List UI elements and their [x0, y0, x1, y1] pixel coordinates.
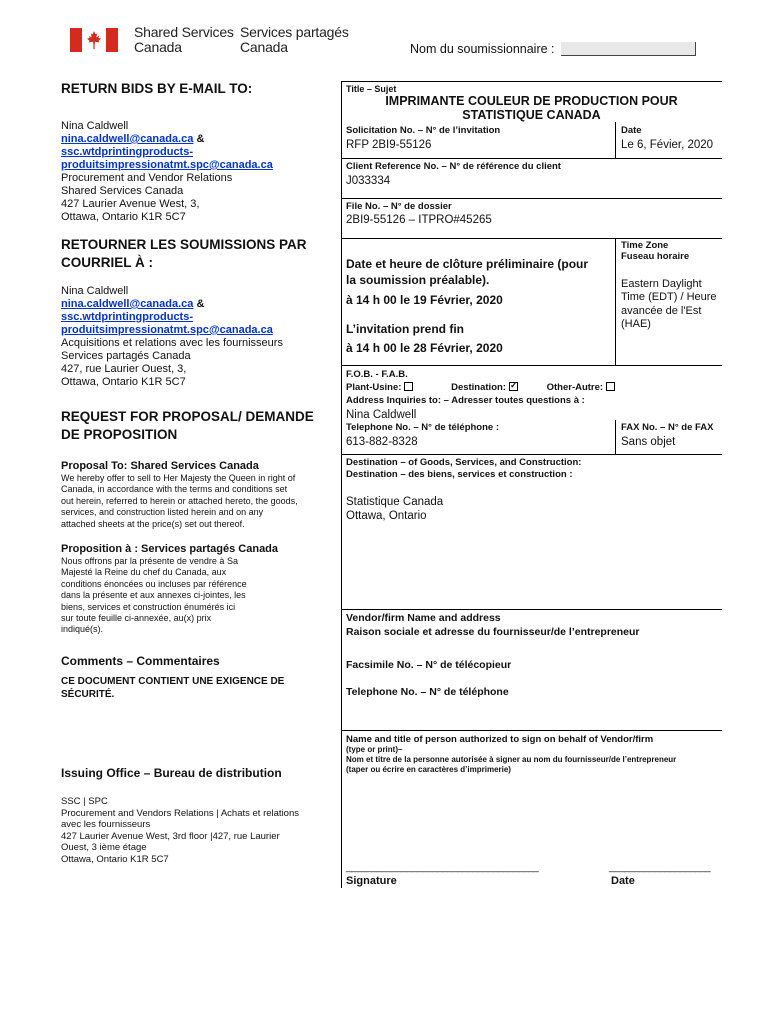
proposal-text-line: dans la présente et aux annexes ci-jointes, les: [61, 590, 246, 601]
signature-date-label: Date: [611, 875, 635, 887]
proposal-text-line: out herein, referred to herein or attached hereto, the goods,: [61, 495, 298, 506]
proposal-text-line: Canada, in accordance with the terms and conditions set: [61, 484, 288, 495]
email-link[interactable]: ssc.wtdprintingproducts-: [61, 146, 193, 158]
proposal-text-line: attached sheets at the price(s) set out thereof.: [61, 518, 245, 529]
title-label: Title – Sujet: [346, 84, 397, 94]
email-link[interactable]: nina.caldwell@canada.ca: [61, 133, 194, 145]
facsimile-label: Facsimile No. – N° de télécopieur: [346, 659, 512, 671]
timezone-line: Time (EDT) / Heure: [621, 291, 717, 304]
auth-name-label: Name and title of person authorized to sign on behalf of Vendor/firm: [346, 734, 654, 745]
signature-line: ______________________________________: [346, 862, 539, 873]
plant-checkbox[interactable]: [404, 382, 413, 391]
proposal-text-line: We hereby offer to sell to Her Majesty the Queen in right of: [61, 473, 296, 483]
other-checkbox[interactable]: [606, 382, 615, 391]
proposal-text-en: [61, 473, 298, 530]
return-fr-address: Nina Caldwell nina.caldwell@canada.ca & ssc.wtdprintingproducts- produitsimpressionatmt.spc@canada.ca Acquisitions et relations avec les fournisseurs Services partagés Canada 427, rue Laurier Ouest, 3, Ottawa, Ontario K1R 5C7: [61, 285, 283, 388]
form-divider: [341, 609, 722, 610]
file-no-label: File No. – N° de dossier: [346, 201, 452, 212]
proposal-text-line: sur toute feuille ci-annexée, au(x) prix: [61, 613, 212, 624]
date-value: Le 6, Févier, 2020: [621, 139, 714, 151]
security-notice: CE DOCUMENT CONTIENT UNE EXIGENCE DE SÉCURITÉ.: [61, 676, 285, 700]
issuing-address-line: SSC | SPC: [61, 796, 108, 807]
proposal-text-line: services, and construction listed herein and on any: [61, 507, 264, 518]
email-link[interactable]: produitsimpressionatmt.spc@canada.ca: [61, 324, 273, 336]
solicitation-label: Solicitation No. – N° de l’invitation: [346, 125, 501, 136]
issuing-address-line: Ottawa, Ontario K1R 5C7: [61, 853, 169, 865]
return-fr-heading: RETOURNER LES SOUMISSIONS PAR COURRIEL À :: [61, 237, 307, 270]
email-link[interactable]: ssc.wtdprintingproducts-: [61, 311, 193, 323]
title-value: IMPRIMANTE COULEUR DE PRODUCTION POUR STATISTIQUE CANADA: [385, 94, 678, 122]
proposal-text-line: conditions énoncées ou incluses par référence: [61, 578, 247, 589]
canada-flag-logo: [70, 28, 118, 52]
issuing-address-line: 427 Laurier Avenue West, 3rd floor |427, rue Laurier: [61, 830, 280, 842]
auth-name-sublabel: (type or print)– Nom et titre de la personne autorisée à signer au nom du fournisseur/de l’entrepreneur (taper ou écrire en caractères d’imprimerie): [346, 745, 677, 774]
form-border-left: [341, 81, 342, 888]
timezone-label: Time Zone Fuseau horaire: [621, 240, 690, 262]
bidder-name-field[interactable]: [561, 42, 696, 56]
email-link[interactable]: nina.caldwell@canada.ca: [61, 298, 194, 310]
client-ref-label: Client Reference No. – N° de référence du client: [346, 161, 561, 172]
form-divider: [341, 730, 722, 731]
comments-heading: Comments – Commentaires: [61, 654, 220, 668]
form-divider: [341, 158, 722, 159]
bidder-name-label: Nom du soumissionnaire :: [410, 42, 555, 56]
timezone-line: avancée de l'Est: [621, 304, 702, 317]
date-label: Date: [621, 125, 642, 136]
issuing-office-address: [61, 796, 299, 866]
fob-options: Plant-Usine: Destination:✓ Other-Autre:: [346, 382, 615, 394]
timezone-line: Eastern Daylight: [621, 278, 702, 290]
org-name-en: Shared Services Canada: [134, 24, 234, 55]
timezone-value: [621, 278, 717, 331]
proposal-text-fr: [61, 556, 247, 636]
invitation-ends: L’invitation prend fin à 14 h 00 le 28 Février, 2020: [346, 322, 503, 355]
org-name-fr: Services partagés Canada: [240, 24, 349, 55]
fob-label: F.O.B. - F.A.B.: [346, 369, 408, 380]
proposal-text-line: indiqué(s).: [61, 624, 104, 635]
proposal-text-line: biens, services et construction énumérés ici: [61, 601, 236, 612]
form-divider: [341, 365, 722, 366]
proposal-to-en: Proposal To: Shared Services Canada: [61, 460, 259, 472]
email-link[interactable]: produitsimpressionatmt.spc@canada.ca: [61, 159, 273, 171]
rfp-heading: REQUEST FOR PROPOSAL/ DEMANDE DE PROPOSITION: [61, 409, 314, 442]
client-ref-value: J033334: [346, 175, 391, 187]
maple-leaf-icon: [87, 31, 101, 49]
destination-checkbox[interactable]: [509, 382, 518, 391]
proposal-text-line: Majesté la Reine du chef du Canada, aux: [61, 567, 227, 578]
signature-label: Signature: [346, 875, 397, 887]
issuing-office-heading: Issuing Office – Bureau de distribution: [61, 766, 282, 780]
form-divider: [341, 198, 722, 199]
fax-value: Sans objet: [621, 436, 676, 448]
closing-date: Date et heure de clôture préliminaire (pour la soumission préalable). à 14 h 00 le 19 Février, 2020: [346, 257, 589, 307]
file-no-value: 2BI9-55126 – ITPRO#45265: [346, 214, 492, 226]
phone-label: Telephone No. – N° de téléphone :: [346, 422, 499, 433]
form-divider: [341, 238, 722, 239]
issuing-address-line: Procurement and Vendors Relations | Achats et relations: [61, 807, 299, 819]
return-bids-heading: RETURN BIDS BY E-MAIL TO:: [61, 81, 253, 96]
issuing-address-line: avec les fournisseurs: [61, 819, 151, 831]
destination-label: Destination – of Goods, Services, and Construction: Destination – des biens, services et construction :: [346, 457, 582, 480]
inquiries-label: Address Inquiries to: – Adresser toutes questions à :: [346, 395, 585, 406]
return-en-address: Nina Caldwell nina.caldwell@canada.ca & ssc.wtdprintingproducts- produitsimpressionatmt.spc@canada.ca Procurement and Vendor Relations Shared Services Canada 427 Laurier Avenue West, 3, Ottawa, Ontario K1R 5C7: [61, 120, 273, 223]
vendor-phone-label: Telephone No. – N° de téléphone: [346, 686, 509, 698]
date-line: ____________________: [609, 862, 711, 873]
proposal-text-line: Nous offrons par la présente de vendre à Sa: [61, 556, 238, 566]
fax-divider: [615, 420, 616, 454]
timezone-line: (HAE): [621, 317, 651, 330]
form-divider: [341, 454, 722, 455]
vendor-name-label: Vendor/firm Name and address Raison sociale et adresse du fournisseur/de l’entrepreneur: [346, 612, 640, 638]
phone-value: 613-882-8328: [346, 436, 418, 448]
inquiries-value: Nina Caldwell: [346, 409, 417, 421]
timezone-divider: [615, 238, 616, 365]
date-divider: [615, 122, 616, 158]
issuing-address-line: Ouest, 3 ième étage: [61, 842, 147, 854]
fax-label: FAX No. – N° de FAX: [621, 422, 714, 433]
form-top-border: [341, 81, 722, 82]
proposal-to-fr: Proposition à : Services partagés Canada: [61, 543, 279, 555]
solicitation-value: RFP 2BI9-55126: [346, 139, 432, 151]
destination-value: Statistique Canada Ottawa, Ontario: [346, 496, 444, 522]
